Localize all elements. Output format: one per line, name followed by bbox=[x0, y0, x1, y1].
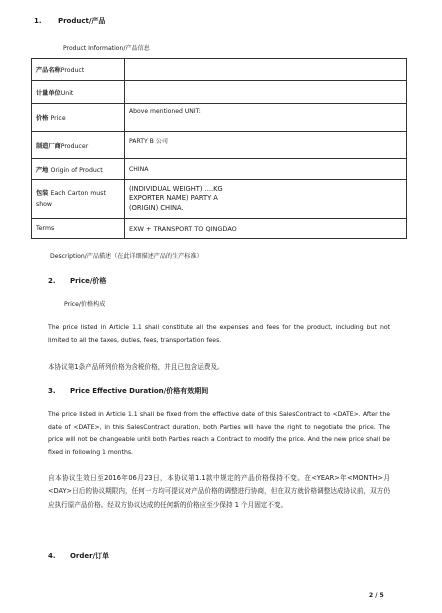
table-caption: Product Information/产品信息 bbox=[63, 45, 150, 52]
section-1-title: Product/产品 bbox=[57, 17, 106, 25]
table-key-cell: 产品名称Product bbox=[32, 59, 125, 81]
table-row bbox=[32, 159, 407, 180]
table-value-cell: Above mentioned UNIT: bbox=[125, 104, 407, 132]
page-number: 2 / 5 bbox=[369, 592, 384, 599]
table-row bbox=[32, 132, 407, 159]
section-4-title: Order/订单 bbox=[69, 552, 110, 560]
section-4-heading bbox=[48, 551, 109, 561]
table-row bbox=[32, 104, 407, 132]
price-paragraph-cn: 本协议第1条产品所列价格为含税价格，并且已包含运费及。 bbox=[48, 363, 224, 371]
table-value-cell: PARTY B 公司 bbox=[125, 132, 407, 159]
table-value-cell: (INDIVIDUAL WEIGHT) ....KG EXPORTER NAME) PARTY A (ORIGIN) CHINA. bbox=[125, 180, 407, 219]
table-row bbox=[32, 180, 407, 219]
duration-paragraph-cn: 自本协议生效日至2016年06月23日，本协议第1.1款中规定的产品价格保持不变。在<YEAR>年<MONTH>月<DAY>日后的协议期限内，任何一方均可提议对产品价格的调整进行协商，但在双方就价格调整达成协议前，双方仍应执行原产品价格。经双方协议达成的任何新的价格应至少保持 1 个月固定不变。 bbox=[48, 474, 390, 509]
table-row bbox=[32, 81, 407, 104]
product-info-table bbox=[31, 58, 407, 239]
section-1-heading bbox=[34, 16, 105, 26]
section-2-number: 2. bbox=[48, 277, 56, 285]
table-key-cell: 产地 Origin of Product bbox=[32, 159, 125, 180]
table-value-cell: CHINA bbox=[125, 159, 407, 180]
table-value-cell bbox=[125, 81, 407, 104]
table-row bbox=[32, 219, 407, 239]
section-3-heading bbox=[48, 386, 208, 396]
table-key-cell: 计量单位Unit bbox=[32, 81, 125, 104]
duration-paragraph-en: The price listed in Article 1.1 shall be fixed from the effective date of this SalesContract to <DATE>. After the date of <DATE>, in this SalesContract duration, both Parties will have the right to negotiate the price. The price will not be changeable until both Parties reach a Contract to modify the price. And the new price shall be fixed in following 1 months. bbox=[48, 411, 390, 457]
section-1-number: 1. bbox=[34, 17, 42, 25]
price-subheading: Price/价格构成 bbox=[64, 301, 106, 308]
description-line: Description/产品描述（在此详细描述产品的生产标准） bbox=[50, 253, 203, 260]
table-key-cell: 价格 Price bbox=[32, 104, 125, 132]
price-paragraph-en: The price listed in Article 1.1 shall constitute all the expenses and fees for the product, including but not limited to all the taxes, duties, fees, transportation fees. bbox=[48, 324, 390, 344]
section-4-number: 4. bbox=[48, 552, 56, 560]
table-key-cell: 制造厂商Producer bbox=[32, 132, 125, 159]
section-3-number: 3. bbox=[48, 387, 56, 395]
table-value-cell bbox=[125, 59, 407, 81]
table-row bbox=[32, 59, 407, 81]
table-value-cell: EXW + TRANSPORT TO QINGDAO bbox=[125, 219, 407, 239]
table-key-cell: Terms bbox=[32, 219, 125, 239]
section-2-heading bbox=[48, 276, 106, 286]
section-2-title: Price/价格 bbox=[69, 277, 107, 285]
table-key-cell: 包装 Each Carton must show bbox=[32, 180, 125, 219]
section-3-title: Price Effective Duration/价格有效期间 bbox=[69, 387, 209, 395]
